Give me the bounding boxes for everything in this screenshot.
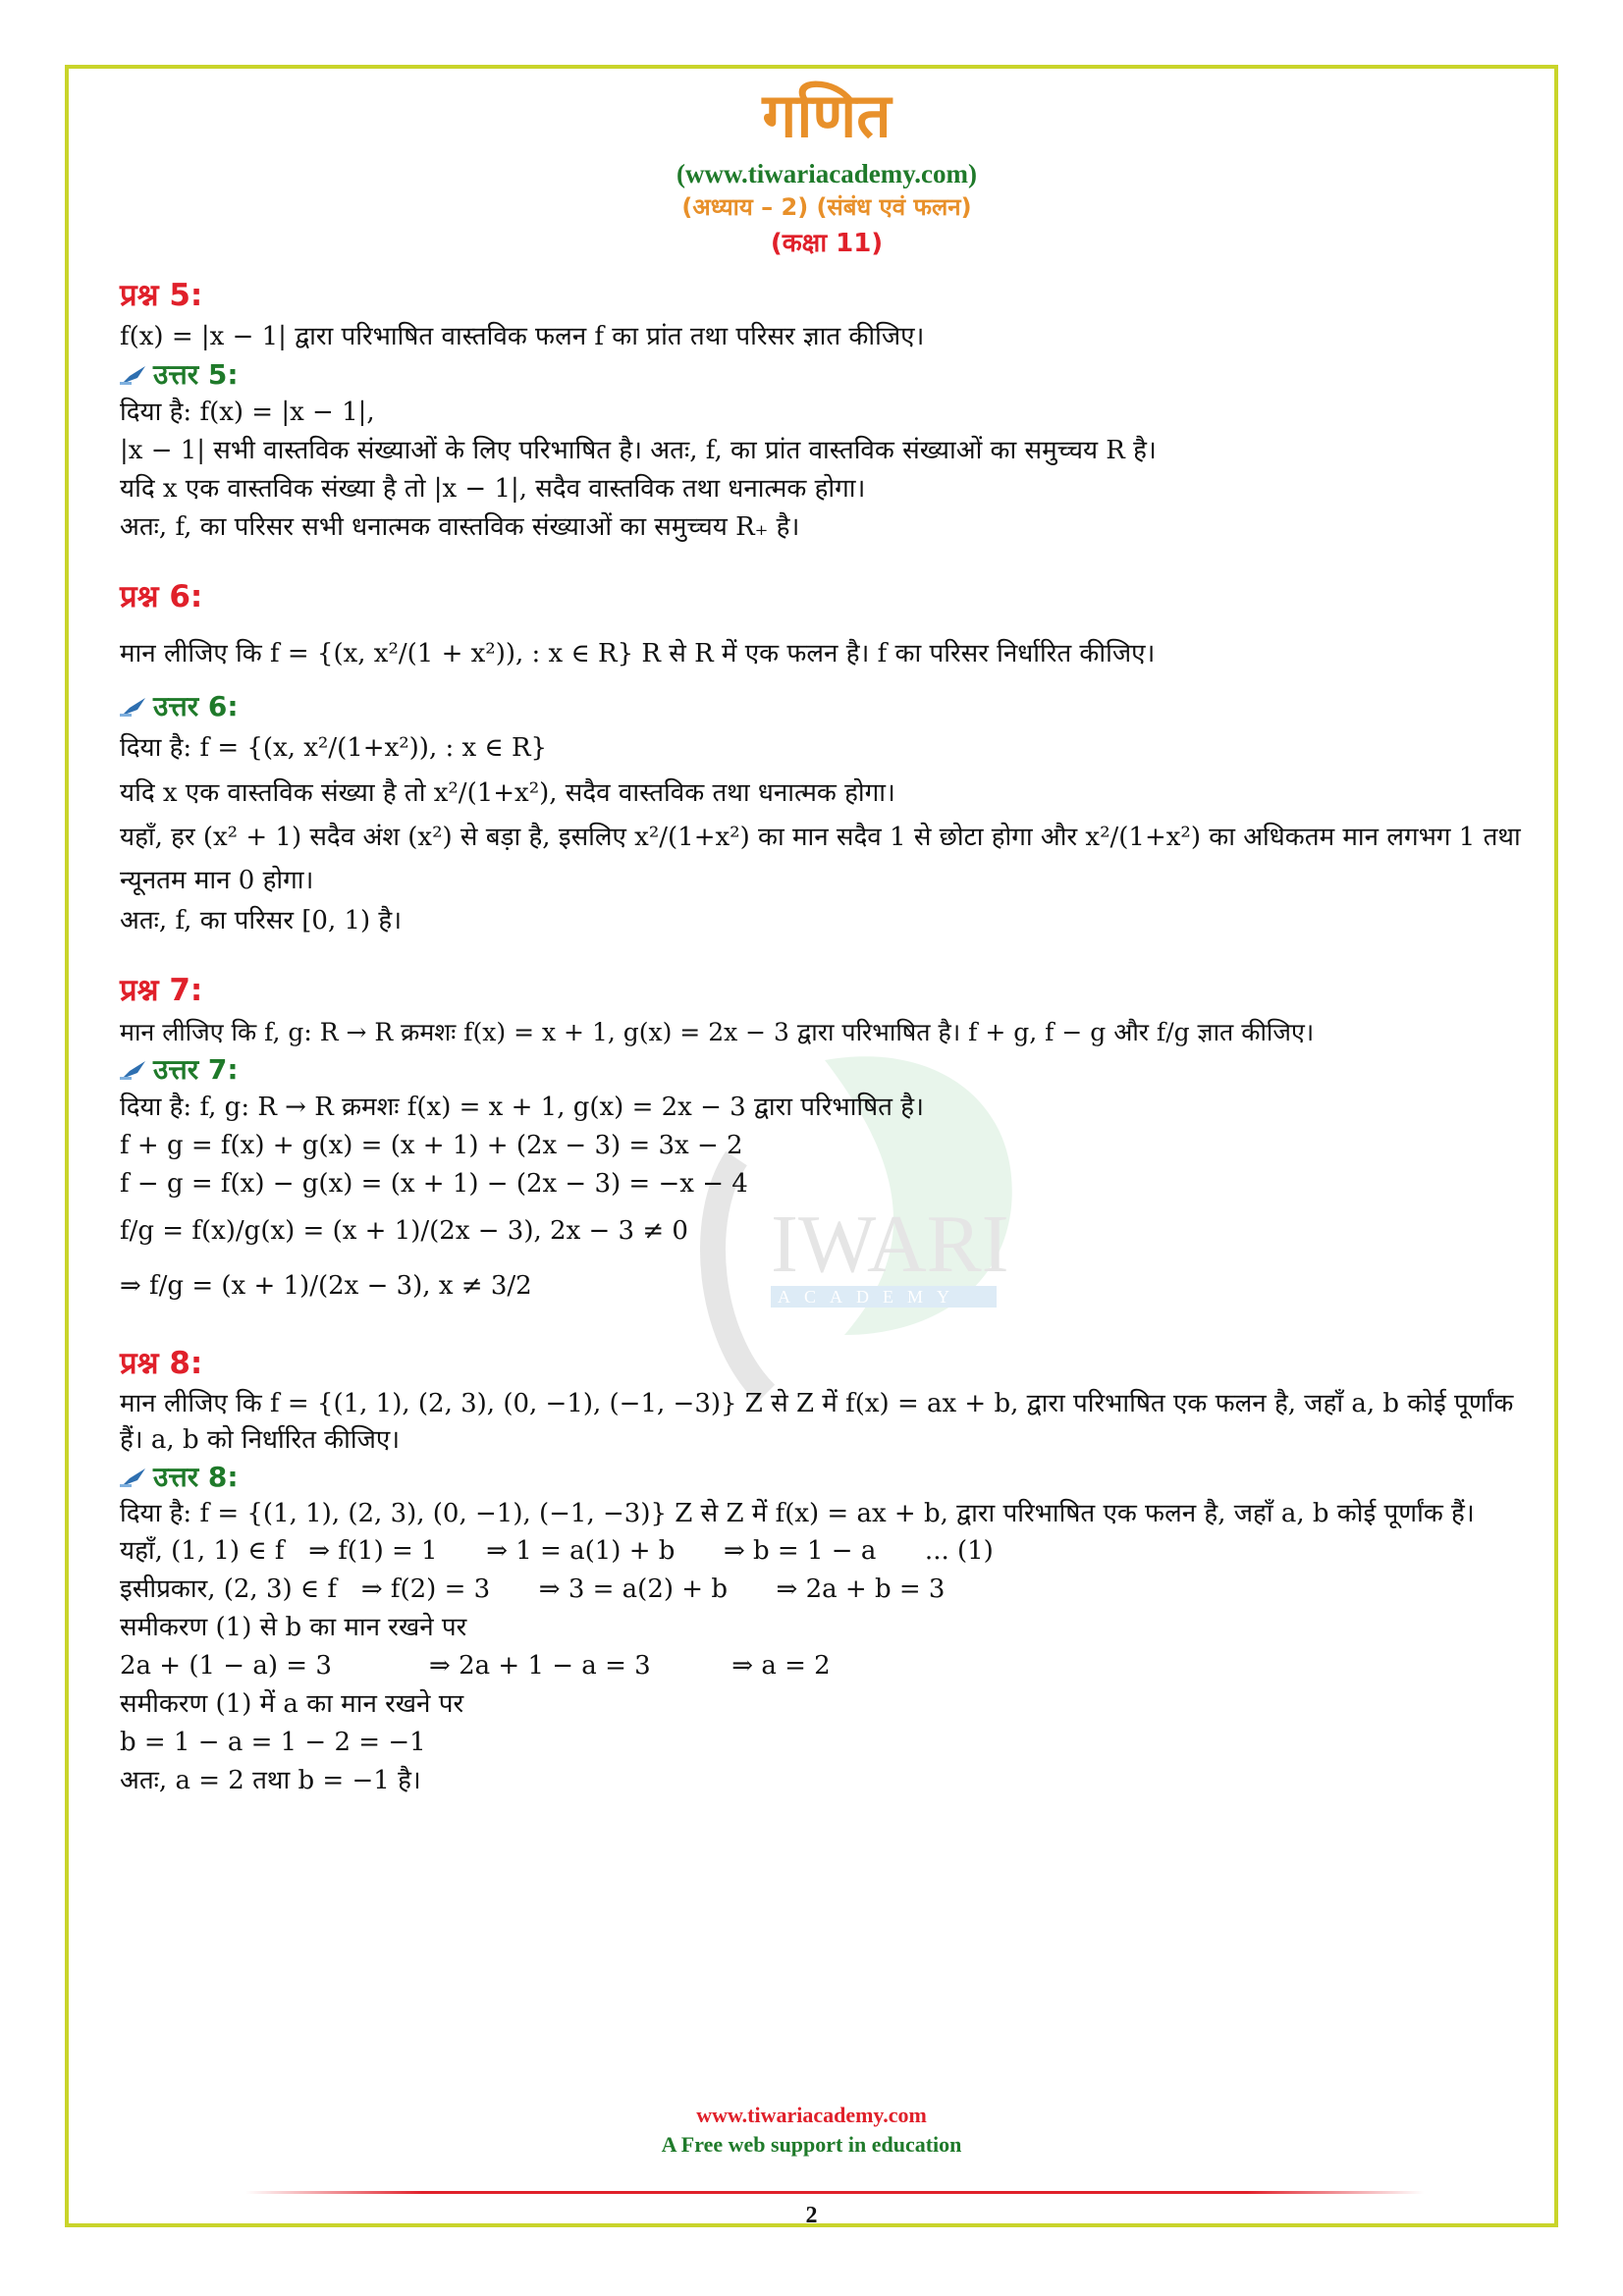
question-title: प्रश्न 7: <box>120 973 203 1008</box>
answer-title <box>120 356 1534 394</box>
footer-divider <box>245 2191 1424 2194</box>
page-footer <box>0 2101 1623 2160</box>
watermark-text: IWARI <box>771 1199 1009 1290</box>
answer-title <box>120 688 1534 725</box>
answer-line: b = 1 − a = 1 − 2 = −1 <box>120 1728 426 1757</box>
pen-icon <box>120 696 149 718</box>
answer-line: इसीप्रकार, (2, 3) ∈ f ⇒ f(2) = 3 ⇒ 3 = a(2) + b ⇒ 2a + b = 3 <box>120 1575 946 1604</box>
answer-line: यदि x एक वास्तविक संख्या है तो x²/(1+x²), सदैव वास्तविक तथा धनात्मक होगा। <box>120 778 895 808</box>
answer-line: f + g = f(x) + g(x) = (x + 1) + (2x − 3) = 3x − 2 <box>120 1131 743 1160</box>
subject-title: गणित <box>762 80 892 151</box>
answer-line: समीकरण (1) में a का मान रखने पर <box>120 1689 464 1719</box>
page-header <box>120 75 1534 263</box>
answer-title-text: उत्तर 8: <box>153 1461 239 1493</box>
page-number: 2 <box>805 2203 818 2228</box>
answer-line: अतः, a = 2 तथा b = −1 है। <box>120 1766 421 1795</box>
answer-line: दिया है: f(x) = |x − 1|, <box>120 398 375 427</box>
watermark-subtext: ACADEMY <box>778 1287 964 1307</box>
answer-title-text: उत्तर 5: <box>153 358 239 391</box>
footer-site-link[interactable]: www.tiwariacademy.com <box>696 2103 927 2127</box>
pen-icon <box>120 1059 149 1081</box>
header-site: (www.tiwariacademy.com) <box>676 159 977 188</box>
footer-tagline: A Free web support in education <box>661 2132 962 2157</box>
answer-title <box>120 1459 1534 1496</box>
answer-title-text: उत्तर 7: <box>153 1053 239 1086</box>
answer-line: दिया है: f = {(1, 1), (2, 3), (0, −1), (−1, −3)} Z से Z में f(x) = ax + b, द्वारा परिभाषित एक फलन है, जहाँ a, b कोई पूर्णांक हैं। <box>120 1499 1475 1528</box>
answer-line: यहाँ, (1, 1) ∈ f ⇒ f(1) = 1 ⇒ 1 = a(1) + b ⇒ b = 1 − a ... (1) <box>120 1536 994 1566</box>
question-text: मान लीजिए कि f = {(1, 1), (2, 3), (0, −1), (−1, −3)} Z से Z में f(x) = ax + b, द्वारा परिभाषित एक फलन है, जहाँ a, b कोई पूर्णांक हैं। a, b को निर्धारित कीजिए। <box>120 1389 1514 1455</box>
question-title: प्रश्न 8: <box>120 1346 203 1381</box>
answer-line: दिया है: f = {(x, x²/(1+x²)), : x ∈ R} <box>120 733 548 763</box>
header-class: (कक्षा 11) <box>770 229 884 258</box>
question-title: प्रश्न 6: <box>120 579 203 614</box>
question-text: f(x) = |x − 1| द्वारा परिभाषित वास्तविक फलन f का प्रांत तथा परिसर ज्ञात कीजिए। <box>120 322 925 351</box>
page-content <box>120 75 1534 1828</box>
question-block-5 <box>120 273 1534 547</box>
question-block-7 <box>120 968 1534 1313</box>
question-text: मान लीजिए कि f = {(x, x²/(1 + x²)), : x ∈ R} R से R में एक फलन है। f का परिसर निर्धारित कीजिए। <box>120 639 1156 668</box>
answer-line: अतः, f, का परिसर [0, 1) है। <box>120 906 403 935</box>
answer-line: यदि x एक वास्तविक संख्या है तो |x − 1|, सदैव वास्तविक तथा धनात्मक होगा। <box>120 474 866 504</box>
answer-line: f/g = f(x)/g(x) = (x + 1)/(2x − 3), 2x − 3 ≠ 0 <box>120 1216 688 1246</box>
question-text: मान लीजिए कि f, g: R → R क्रमशः f(x) = x + 1, g(x) = 2x − 3 द्वारा परिभाषित है। f + g, f − g और f/g ज्ञात कीजिए। <box>120 1018 1315 1046</box>
pen-icon <box>120 364 149 386</box>
question-block-8 <box>120 1341 1534 1800</box>
answer-title-text: उत्तर 6: <box>153 690 239 722</box>
answer-line: समीकरण (1) से b का मान रखने पर <box>120 1613 467 1642</box>
answer-line: |x − 1| सभी वास्तविक संख्याओं के लिए परिभाषित है। अतः, f, का प्रांत वास्तविक संख्याओं का समुच्चय R है। <box>120 436 1157 465</box>
question-title: प्रश्न 5: <box>120 278 203 313</box>
answer-line: ⇒ f/g = (x + 1)/(2x − 3), x ≠ 3/2 <box>120 1271 532 1301</box>
answer-line: यहाँ, हर (x² + 1) सदैव अंश (x²) से बड़ा है, इसलिए x²/(1+x²) का मान सदैव 1 से छोटा होगा और x²/(1+x²) का अधिकतम मान लगभग 1 तथा न्यूनतम मान 0 होगा। <box>120 823 1521 895</box>
answer-line: दिया है: f, g: R → R क्रमशः f(x) = x + 1, g(x) = 2x − 3 द्वारा परिभाषित है। <box>120 1093 924 1122</box>
answer-line: f − g = f(x) − g(x) = (x + 1) − (2x − 3) = −x − 4 <box>120 1169 748 1199</box>
pen-icon <box>120 1467 149 1488</box>
header-chapter: (अध्याय – 2) (संबंध एवं फलन) <box>681 193 972 221</box>
answer-line: 2a + (1 − a) = 3 ⇒ 2a + 1 − a = 3 ⇒ a = 2 <box>120 1651 831 1681</box>
question-block-6 <box>120 574 1534 940</box>
answer-title <box>120 1051 1534 1089</box>
answer-line: अतः, f, का परिसर सभी धनात्मक वास्तविक संख्याओं का समुच्चय R₊ है। <box>120 512 800 542</box>
